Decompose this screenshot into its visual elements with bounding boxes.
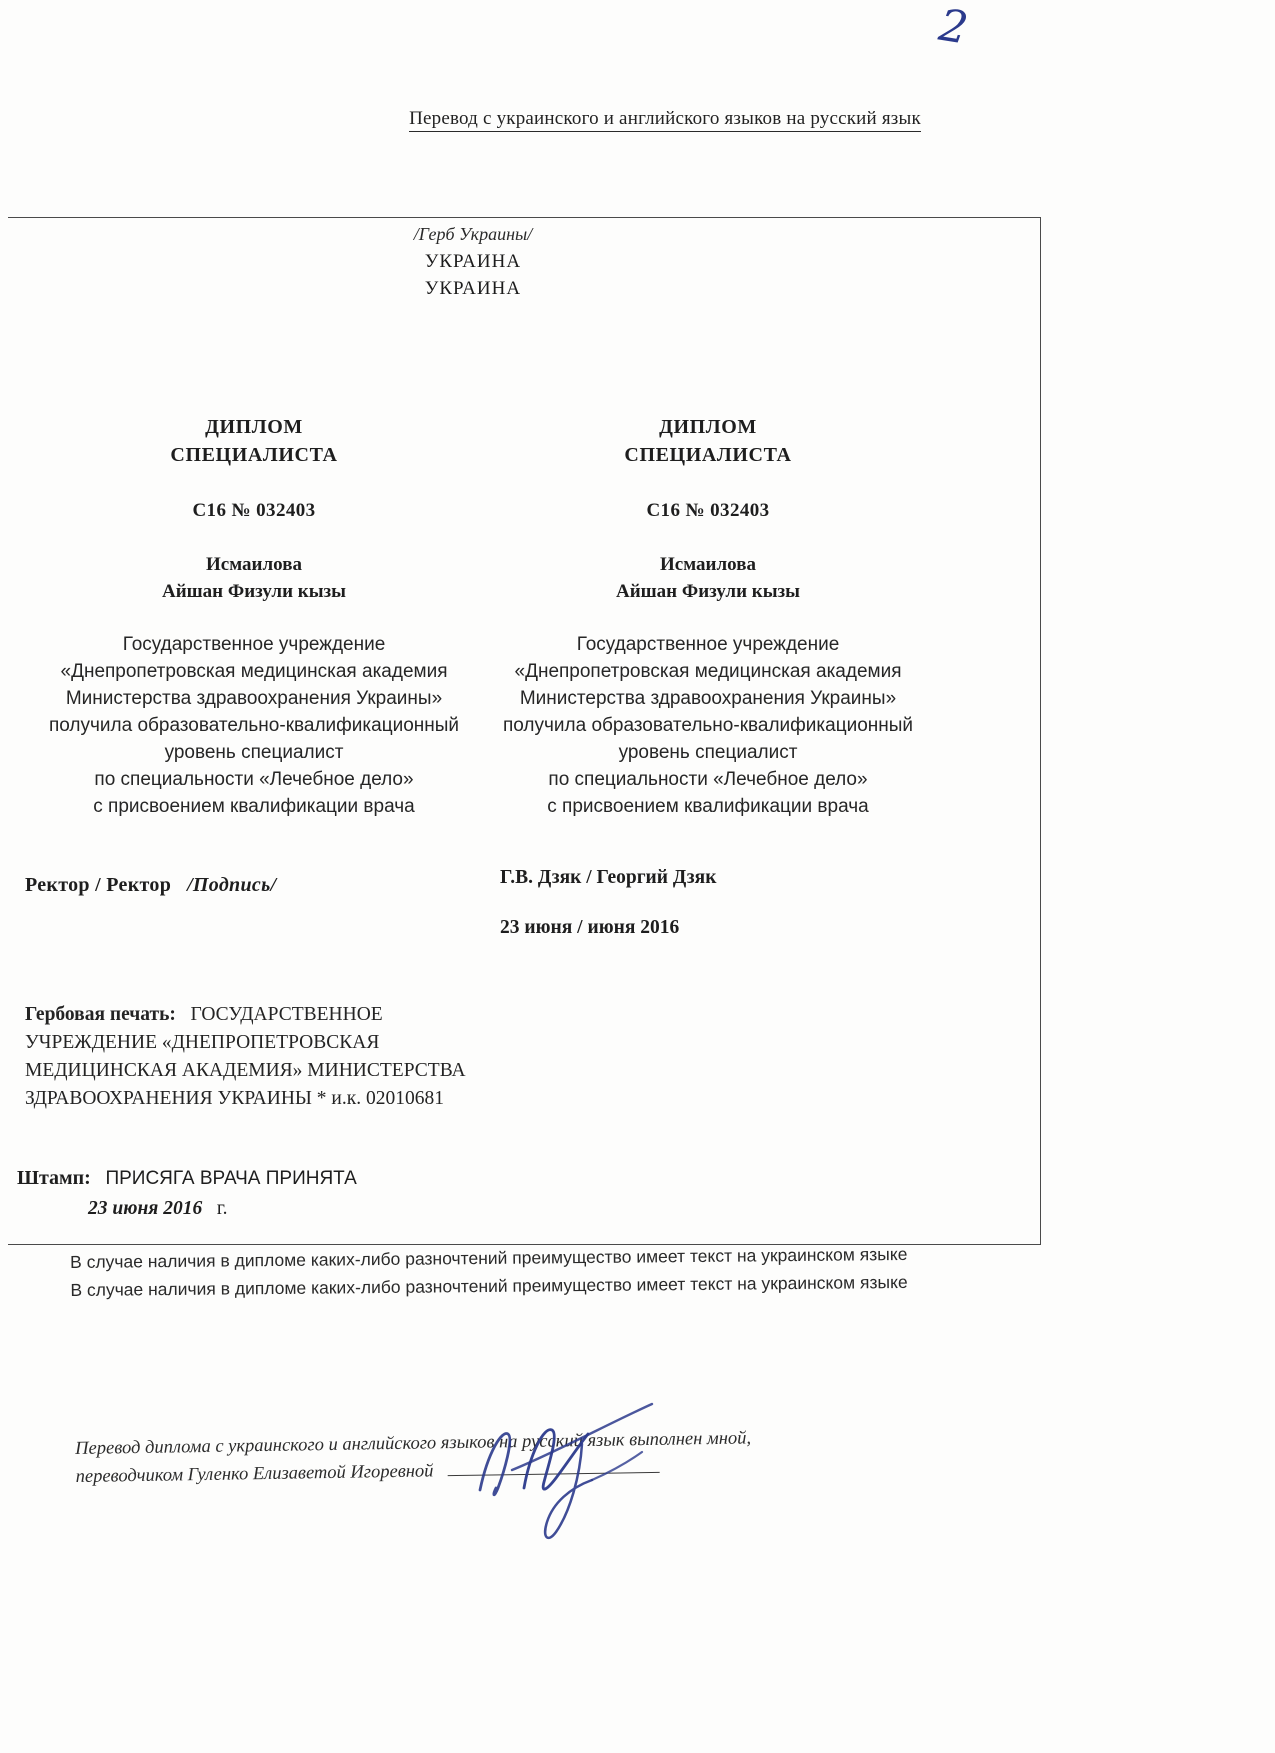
body-line: получила образовательно-квалификационный — [48, 715, 460, 736]
body-line: Министерства здравоохранения Украины» — [519, 688, 897, 709]
translation-header — [0, 108, 1275, 130]
herb-block — [8, 221, 938, 302]
coat-of-arms-note: /Герб Украины/ — [413, 224, 533, 244]
translation-header-text: Перевод с украинского и английского языков на русский язык — [409, 108, 921, 132]
body-line: с присвоением квалификации врача — [547, 796, 869, 817]
body-line: с присвоением квалификации врача — [93, 796, 415, 817]
holder-name — [38, 551, 470, 605]
doc-type-line1: ДИПЛОМ — [659, 416, 757, 438]
doc-type-title — [492, 413, 924, 469]
doc-type-line2: СПЕЦИАЛИСТА — [170, 444, 338, 466]
translator-name-text: переводчиком Гуленко Елизаветой Игоревной — [75, 1461, 434, 1487]
signature-blank-line — [447, 1458, 659, 1476]
doc-type-line2: СПЕЦИАЛИСТА — [624, 444, 792, 466]
diploma-column-right — [492, 413, 924, 820]
body-line: Государственное учреждение — [576, 634, 840, 655]
body-line: «Днепропетровская медицинская академия — [514, 661, 902, 682]
rector-line — [25, 874, 276, 897]
diploma-body-paragraph — [38, 631, 470, 820]
diploma-box — [8, 217, 1041, 1245]
stamp-label: Штамп: — [17, 1167, 91, 1189]
holder-given-name: Айшан Физули кызы — [615, 581, 801, 602]
signature-note: /Подпись/ — [187, 874, 277, 896]
stamp-transcription — [17, 1167, 357, 1190]
series-number: С16 № 032403 — [192, 500, 316, 521]
translator-certification — [75, 1423, 836, 1491]
series-number: С16 № 032403 — [646, 500, 770, 521]
disclaimer-line-2: В случае наличия в дипломе каких-либо разночтений преимущество имеет текст на украинском языке — [70, 1271, 908, 1300]
doc-type-line1: ДИПЛОМ — [205, 416, 303, 438]
body-line: «Днепропетровская медицинская академия — [60, 661, 448, 682]
stamp-date-line — [88, 1198, 228, 1220]
seal-label: Гербовая печать: — [25, 1004, 176, 1025]
country-name-uk: УКРАИНА — [424, 251, 522, 272]
holder-surname: Исмаилова — [660, 554, 756, 575]
body-line: получила образовательно-квалификационный — [502, 715, 914, 736]
issue-date: 23 июня / июня 2016 — [500, 917, 680, 938]
rector-label: Ректор / Ректор — [25, 874, 172, 896]
body-line: уровень специалист — [618, 742, 798, 763]
body-line: по специальности «Лечебное дело» — [548, 769, 868, 790]
holder-name — [492, 551, 924, 605]
body-line: Министерства здравоохранения Украины» — [65, 688, 443, 709]
diploma-column-left — [38, 413, 470, 820]
diploma-body-paragraph — [492, 631, 924, 820]
disclaimer-line-1: В случае наличия в дипломе каких-либо разночтений преимущество имеет текст на украинском языке — [70, 1243, 908, 1272]
stamp-date-suffix: г. — [216, 1198, 228, 1219]
country-name-ru: УКРАИНА — [424, 278, 522, 299]
holder-surname: Исмаилова — [206, 554, 302, 575]
translator-line-1: Перевод диплома с украинского и английского языков на русский язык выполнен мной, — [75, 1428, 752, 1459]
seal-text: ГОСУДАРСТВЕННОЕ УЧРЕЖДЕНИЕ «ДНЕПРОПЕТРОВСКАЯ МЕДИЦИНСКАЯ АКАДЕМИЯ» МИНИСТЕРСТВА ЗДРАВООХРАНЕНИЯ УКРАИНЫ * и.к. 02010681 — [25, 1004, 466, 1109]
rector-name: Г.В. Дзяк / Георгий Дзяк — [500, 867, 717, 888]
holder-given-name: Айшан Физули кызы — [161, 581, 347, 602]
disclaimer-block — [70, 1239, 1130, 1304]
seal-transcription — [25, 1001, 467, 1113]
stamp-date: 23 июня 2016 — [88, 1198, 203, 1219]
stamp-text: ПРИСЯГА ВРАЧА ПРИНЯТА — [105, 1168, 357, 1189]
doc-type-title — [38, 413, 470, 469]
body-line: Государственное учреждение — [122, 634, 386, 655]
handwritten-page-number: 2 — [935, 0, 972, 55]
body-line: уровень специалист — [164, 742, 344, 763]
body-line: по специальности «Лечебное дело» — [94, 769, 414, 790]
